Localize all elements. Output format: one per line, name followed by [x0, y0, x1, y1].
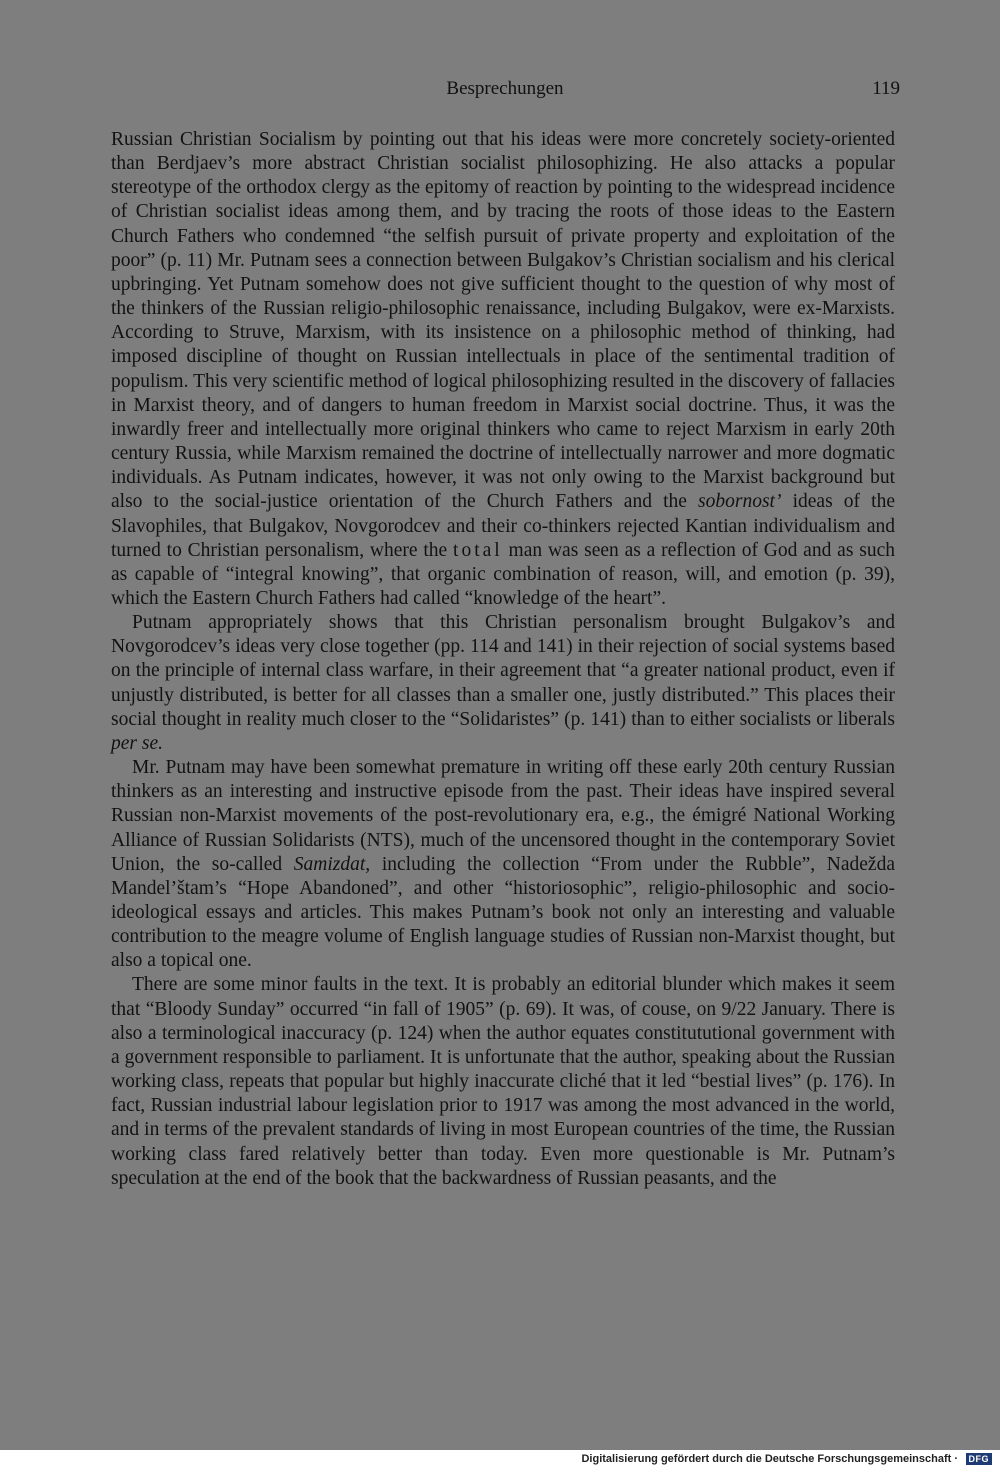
text-segment: ideas of the Slavophiles, that Bulgakov, Novgorodcev and their co-thinkers rejected Kantian individualism and turned to Christian personalism, where the: [111, 491, 895, 561]
text-segment: man was seen as a reflection of God and as such as capable of “integral knowing”, that organic combination of reason, will, and emotion (p. 39), which the Eastern Church Fathers had called “knowledge of the heart”.: [111, 539, 895, 609]
text-segment: Russian Christian Socialism by pointing out that his ideas were more concretely society-oriented than Berdjaev’s more abstract Christian socialist philosophizing. He also attacks a popular stereotype of the orthodox clergy as the epitomy of reaction by pointing to the widespread incidence of Christian socialist ideas among them, and by tracing the roots of those ideas to the Eastern Church Fathers who condemned “the selfish pursuit of private property and exploitation of the poor” (p. 11) Mr. Putnam sees a connection between Bulgakov’s Christian socialism and his clerical upbringing. Yet Putnam somehow does not give sufficient thought to the question of why most of the thinkers of the Russian religio-philosophic renaissance, including Bulgakov, were ex-Marxists. According to Struve, Marxism, with its insistence on a philosophic method of thinking, had imposed discipline of thought on Russian intellectuals in place of the sentimental tradition of populism. This very scientific method of logical philosophizing resulted in the discovery of fallacies in Marxist theory, and of dangers to human freedom in Marxist social doctrine. Thus, it was the inwardly freer and intellectually more original thinkers who came to reject Marxism in early 20th century Russia, while Marxism remained the doctrine of intellectually narrower and more dogmatic individuals. As Putnam indicates, however, it was not only owing to the Marxist background but also to the social-justice orientation of the Church Fathers and the: [111, 129, 895, 513]
footer: [0, 1450, 1000, 1470]
spaced-text: total: [453, 539, 503, 561]
footer-credit: Digitalisierung gefördert durch die Deutsche Forschungsgemeinschaft ·: [581, 1453, 958, 1465]
page-header: [110, 78, 900, 106]
page-number: 119: [872, 78, 900, 99]
text-segment: including the collection “From under the Rubble”, Nadežda Mandel’štam’s “Hope Abandoned”, and other “historiosophic”, religio-philosophic and socio-ideological essays and articles. This makes Putnam’s book not only an interesting and valuable contribution to the meagre volume of English language studies of Russian non-Marxist thought, but also a topical one.: [111, 853, 895, 972]
paragraph: [111, 128, 895, 611]
italic-text: per se.: [111, 732, 163, 754]
running-title: Besprechungen: [446, 78, 564, 99]
paragraph: [111, 611, 895, 756]
text-segment: There are some minor faults in the text. It is probably an editorial blunder which makes it seem that “Bloody Sunday” occurred “in fall of 1905” (p. 69). It was, of couse, on 9/22 January. There is also a terminological inaccuracy (p. 124) when the author equates constitututional government with a government responsible to parliament. It is unfortunate that the author, speaking about the Russian working class, repeats that popular but highly inaccurate cliché that it led “bestial lives” (p. 176). In fact, Russian industrial labour legislation prior to 1917 was among the most advanced in the world, and in terms of the prevalent standards of living in most European countries of the time, the Russian working class fared relatively better than today. Even more questionable is Mr. Putnam’s speculation at the end of the book that the backwardness of Russian peasants, and the: [111, 974, 895, 1189]
italic-text: sobornost’: [698, 491, 782, 513]
paragraph: [111, 756, 895, 973]
text-segment: Mr. Putnam may have been somewhat premature in writing off these early 20th century Russian thinkers as an interesting and instructive episode from the past. Their ideas have inspired several Russian non-Marxist movements of the post-revolutionary era, e.g., the émigré National Working Alliance of Russian Solidarists (NTS), much of the uncensored thought in the contemporary Soviet Union, the so-called: [111, 757, 895, 875]
italic-text: Samizdat,: [293, 853, 371, 875]
body-text: [111, 128, 895, 1191]
dfg-logo: DFG: [966, 1453, 993, 1465]
paragraph: [111, 973, 895, 1190]
text-segment: Putnam appropriately shows that this Christian personalism brought Bulgakov’s and Novgorodcev’s ideas very close together (pp. 114 and 141) in their rejection of social systems based on the principle of internal class warfare, in their agreement that “a greater national product, even if unjustly distributed, is better for all classes than a smaller one, justly distributed.” This places their social thought in reality much closer to the “Solidaristes” (p. 141) than to either socialists or liberals: [111, 612, 895, 730]
